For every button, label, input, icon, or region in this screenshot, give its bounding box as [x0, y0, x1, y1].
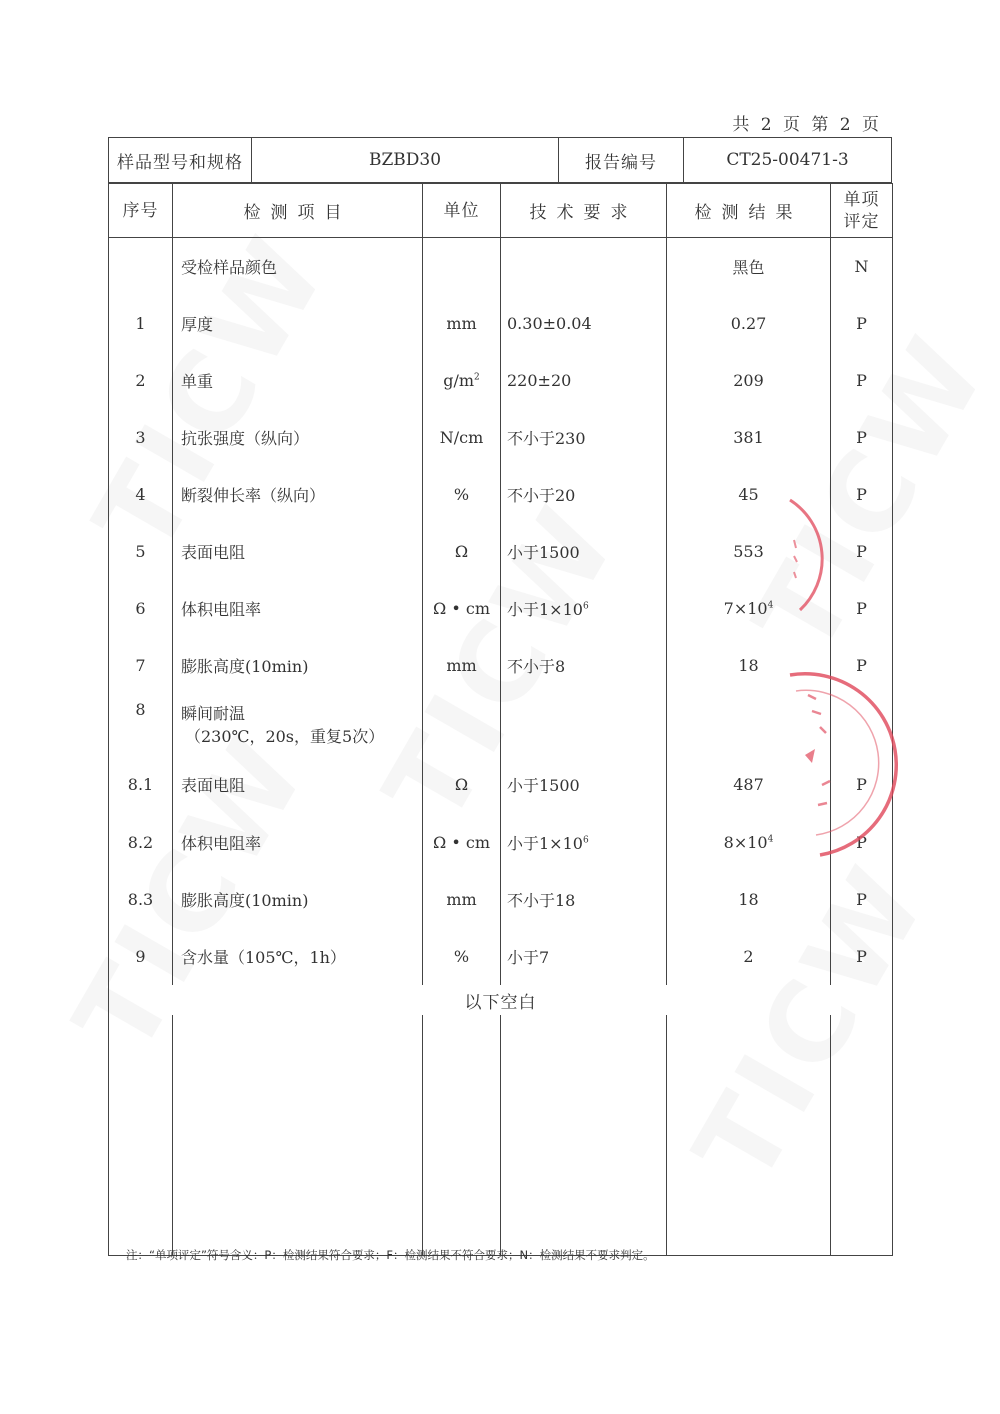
row-unit: mm	[423, 295, 501, 352]
col-requirement: 技术要求	[501, 184, 667, 238]
col-result: 检测结果	[667, 184, 831, 238]
row-requirement	[501, 238, 667, 296]
unit-superscript: 2	[474, 372, 480, 383]
row-item: 表面电阻	[173, 523, 423, 580]
table-row	[109, 409, 893, 466]
row-unit: %	[423, 466, 501, 523]
blank-marker: 以下空白	[109, 985, 893, 1015]
empty-cell	[173, 1015, 423, 1256]
row-verdict	[831, 694, 893, 754]
row-verdict: P	[831, 409, 893, 466]
footer-note: 注：“单项评定”符号含义：P：检测结果符合要求；F：检测结果不符合要求；N：检测结果不要求判定。	[126, 1248, 655, 1262]
row-seq: 8	[109, 694, 173, 754]
row-requirement	[501, 814, 667, 871]
row-seq: 8.3	[109, 871, 173, 928]
table-row	[109, 754, 893, 814]
table-row	[109, 694, 893, 754]
row-verdict: N	[831, 238, 893, 296]
row-requirement: 小于1500	[501, 754, 667, 814]
row-item: 含水量（105℃，1h）	[173, 928, 423, 985]
empty-cell	[831, 1015, 893, 1256]
row-seq: 6	[109, 580, 173, 637]
row-item: 抗张强度（纵向）	[173, 409, 423, 466]
col-item: 检测项目	[173, 184, 423, 238]
row-verdict: P	[831, 580, 893, 637]
row-requirement: 不小于230	[501, 409, 667, 466]
row-item: 厚度	[173, 295, 423, 352]
row-item: 断裂伸长率（纵向）	[173, 466, 423, 523]
row-result	[667, 580, 831, 637]
col-verdict-line2: 评定	[843, 211, 880, 232]
table-row	[109, 814, 893, 871]
table-row	[109, 928, 893, 985]
req-superscript: 6	[582, 601, 589, 612]
table-row	[109, 637, 893, 694]
row-result: 18	[667, 871, 831, 928]
col-seq: 序号	[109, 184, 173, 238]
row-item: 膨胀高度(10min)	[173, 637, 423, 694]
row-seq	[109, 238, 173, 296]
row-unit	[423, 352, 501, 409]
row-seq: 3	[109, 409, 173, 466]
row-verdict: P	[831, 352, 893, 409]
row-result: 487	[667, 754, 831, 814]
row-item: 单重	[173, 352, 423, 409]
row-requirement: 不小于20	[501, 466, 667, 523]
col-verdict	[831, 184, 893, 238]
row-requirement: 小于1500	[501, 523, 667, 580]
blank-marker-row	[109, 985, 893, 1015]
row-unit	[423, 694, 501, 754]
empty-cell	[501, 1015, 667, 1256]
row-requirement: 0.30±0.04	[501, 295, 667, 352]
row-item: 表面电阻	[173, 754, 423, 814]
row-unit: mm	[423, 871, 501, 928]
row-result: 2	[667, 928, 831, 985]
empty-cell	[667, 1015, 831, 1256]
result-superscript: 4	[767, 600, 774, 611]
row-seq: 4	[109, 466, 173, 523]
row-seq: 8.1	[109, 754, 173, 814]
row-seq: 9	[109, 928, 173, 985]
row-seq: 7	[109, 637, 173, 694]
result-text: 8×10	[723, 833, 768, 852]
req-text: 小于1×10	[507, 834, 583, 853]
row-requirement	[501, 580, 667, 637]
row-item: 体积电阻率	[173, 814, 423, 871]
row-item: 受检样品颜色	[173, 238, 423, 296]
row-requirement: 小于7	[501, 928, 667, 985]
table-row	[109, 871, 893, 928]
page-indicator: 共 2 页 第 2 页	[732, 115, 882, 135]
req-superscript: 6	[582, 835, 589, 846]
row-seq: 5	[109, 523, 173, 580]
row-requirement	[501, 694, 667, 754]
result-superscript: 4	[767, 834, 774, 845]
row-item: 膨胀高度(10min)	[173, 871, 423, 928]
row-verdict: P	[831, 466, 893, 523]
row-verdict: P	[831, 871, 893, 928]
row-result: 45	[667, 466, 831, 523]
report-number-label: 报告编号	[559, 138, 684, 183]
table-row	[109, 352, 893, 409]
table-row	[109, 580, 893, 637]
row-unit: Ω • cm	[423, 580, 501, 637]
sample-model-label: 样品型号和规格	[109, 138, 252, 183]
row-requirement: 不小于8	[501, 637, 667, 694]
row-result: 0.27	[667, 295, 831, 352]
row-result: 黑色	[667, 238, 831, 296]
row-item: 体积电阻率	[173, 580, 423, 637]
table-row	[109, 295, 893, 352]
row-verdict: P	[831, 523, 893, 580]
row-unit: Ω • cm	[423, 814, 501, 871]
table-row	[109, 466, 893, 523]
row-requirement: 不小于18	[501, 871, 667, 928]
row-unit: Ω	[423, 754, 501, 814]
col-verdict-line1: 单项	[843, 189, 880, 210]
row-seq: 2	[109, 352, 173, 409]
table-row	[109, 523, 893, 580]
row-unit: mm	[423, 637, 501, 694]
item-line1: 瞬间耐温	[181, 704, 246, 723]
row-result: 553	[667, 523, 831, 580]
row-unit	[423, 238, 501, 296]
row-seq: 8.2	[109, 814, 173, 871]
report-number-value: CT25-00471-3	[684, 138, 892, 183]
unit-text: g/m	[443, 371, 475, 390]
req-text: 小于1×10	[507, 600, 583, 619]
row-result	[667, 814, 831, 871]
row-seq: 1	[109, 295, 173, 352]
row-item	[173, 694, 423, 754]
row-unit: %	[423, 928, 501, 985]
item-line2: （230℃，20s，重复5次）	[185, 727, 385, 746]
row-unit: Ω	[423, 523, 501, 580]
table-row	[109, 238, 893, 296]
results-table	[108, 183, 893, 1256]
result-text: 7×10	[723, 599, 768, 618]
row-requirement: 220±20	[501, 352, 667, 409]
row-verdict: P	[831, 928, 893, 985]
row-verdict: P	[831, 637, 893, 694]
empty-cell	[109, 1015, 173, 1256]
row-verdict: P	[831, 295, 893, 352]
row-result: 18	[667, 637, 831, 694]
header-table	[108, 137, 892, 183]
sample-model-value: BZBD30	[252, 138, 559, 183]
col-unit: 单位	[423, 184, 501, 238]
row-result	[667, 694, 831, 754]
row-verdict: P	[831, 814, 893, 871]
row-result: 209	[667, 352, 831, 409]
row-verdict: P	[831, 754, 893, 814]
row-unit: N/cm	[423, 409, 501, 466]
empty-cell	[423, 1015, 501, 1256]
row-result: 381	[667, 409, 831, 466]
empty-row	[109, 1015, 893, 1256]
